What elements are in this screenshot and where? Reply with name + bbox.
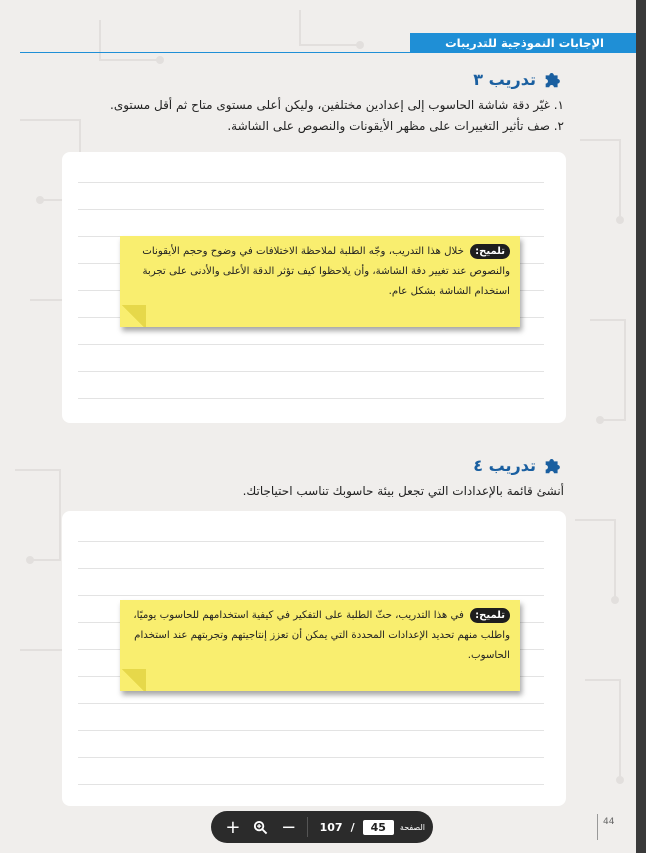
page-number: 44	[603, 817, 615, 827]
puzzle-icon	[542, 68, 564, 90]
header-divider	[20, 52, 410, 53]
total-pages: 107	[319, 820, 343, 834]
tip-text-4: في هذا التدريب، حثّ الطلبة على التفكير في كيفية استخدامهم للحاسوب يوميًا، واطلب منهم تحديد الإعدادات المحددة التي يمكن أن تعزز إنتاجيتهم وتجربتهم عند استخدام الحاسوب.	[133, 610, 510, 661]
search-zoom-button[interactable]	[247, 811, 275, 843]
exercise-4-title	[473, 454, 564, 476]
page-label: الصفحة	[399, 822, 426, 832]
answer-card-4	[62, 511, 566, 806]
puzzle-icon	[542, 454, 564, 476]
exercise-4-instruction: أنشئ قائمة بالإعدادات التي تجعل بيئة حاسوبك تناسب احتياجاتك.	[242, 484, 564, 498]
tip-note-4	[120, 600, 520, 691]
zoom-out-button[interactable]: −	[281, 816, 297, 838]
page-curl	[120, 669, 146, 691]
viewer-scroll-edge	[636, 0, 646, 853]
exercise-4-label: تدريب ٤	[473, 455, 536, 475]
exercise-3-item-2: ٢. صف تأثير التغييرات على مظهر الأيقونات والنصوص على الشاشة.	[227, 119, 564, 133]
viewer-toolbar	[211, 811, 433, 843]
exercise-3-title	[473, 68, 564, 90]
section-header: الإجابات النموذجية للتدريبات	[410, 33, 636, 53]
page-curl	[120, 305, 146, 327]
toolbar-separator	[307, 817, 308, 837]
exercise-3-item-1: ١. غيّر دقة شاشة الحاسوب إلى إعدادين مختلفين، وليكن أعلى مستوى متاح ثم أقل مستوى.	[110, 98, 564, 112]
magnifier-icon	[253, 820, 268, 835]
tip-note-3	[120, 236, 520, 327]
answer-card-3	[62, 152, 566, 423]
tip-badge-4: تلميح:	[470, 608, 510, 623]
page-number-divider	[597, 814, 598, 840]
zoom-in-button[interactable]: +	[225, 816, 241, 838]
page-separator: /	[350, 820, 355, 834]
current-page-input[interactable]: 45	[363, 820, 394, 835]
tip-text-3: خلال هذا التدريب، وجّه الطلبة لملاحظة الاختلافات في وضوح وحجم الأيقونات والنصوص عند تغيير دقة الشاشة، وأن يلاحظوا كيف تؤثر الدقة الأعلى والأدنى على تجربة استخدام الشاشة بشكل عام.	[142, 246, 510, 297]
tip-badge-3: تلميح:	[470, 244, 510, 259]
exercise-3-label: تدريب ٣	[473, 69, 536, 89]
